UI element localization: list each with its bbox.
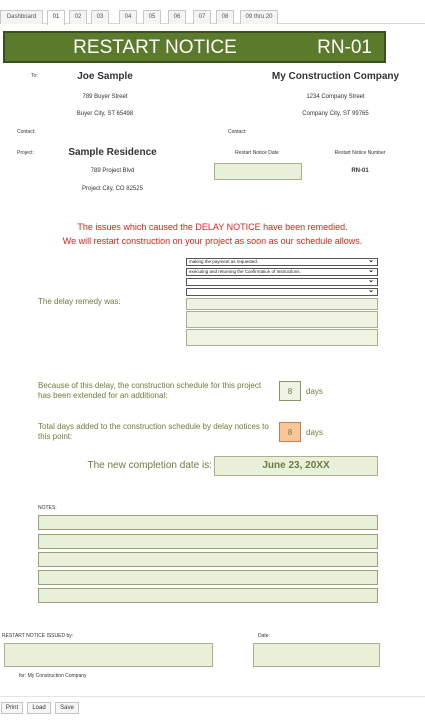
from-street: 1234 Company Street bbox=[306, 94, 365, 100]
notes-row-5[interactable] bbox=[38, 588, 378, 603]
to-city: Buyer City, ST 65498 bbox=[76, 111, 134, 117]
chevron-down-icon: ⌄ bbox=[368, 288, 374, 294]
to-label: To: bbox=[31, 73, 38, 79]
notes-row-1[interactable] bbox=[38, 515, 378, 530]
chevron-down-icon: ⌄ bbox=[368, 258, 374, 264]
restart-number-value: RN-01 bbox=[351, 168, 369, 174]
tab-02[interactable]: 02 bbox=[69, 10, 87, 24]
completion-label: The new completion date is: bbox=[87, 460, 212, 471]
issued-date-field[interactable] bbox=[253, 643, 380, 667]
total-days-field: 8 bbox=[279, 422, 301, 442]
remedy-select-4[interactable] bbox=[186, 288, 378, 296]
remedy-message-line2: We will restart construction on your project as soon as our schedule allows. bbox=[62, 236, 363, 246]
issued-for-text: for: My Construction Company bbox=[19, 673, 87, 679]
to-contact-label: Contact: bbox=[17, 129, 36, 135]
restart-date-input[interactable] bbox=[214, 163, 302, 180]
page-title: RESTART NOTICE bbox=[73, 37, 237, 58]
notes-label: NOTES: bbox=[38, 505, 57, 511]
remedy-label: The delay remedy was: bbox=[38, 297, 121, 306]
load-button[interactable]: Load bbox=[27, 702, 51, 714]
tab-07[interactable]: 07 bbox=[193, 10, 211, 24]
remedy-select-2[interactable] bbox=[186, 268, 378, 276]
save-button[interactable]: Save bbox=[55, 702, 79, 714]
notes-row-3[interactable] bbox=[38, 552, 378, 567]
tab-04[interactable]: 04 bbox=[119, 10, 137, 24]
issued-by-label: RESTART NOTICE ISSUED by: bbox=[2, 633, 74, 639]
issued-by-field[interactable] bbox=[4, 643, 213, 667]
notice-code: RN-01 bbox=[317, 37, 372, 58]
footer-divider bbox=[0, 696, 425, 697]
remedy-message-line1: The issues which caused the DELAY NOTICE have been remedied. bbox=[77, 222, 348, 232]
project-city: Project City, CO 82525 bbox=[82, 186, 143, 192]
completion-date-value: June 23, 20XX bbox=[262, 460, 330, 471]
from-city: Company City, ST 99765 bbox=[302, 111, 369, 117]
from-contact-label: Contact: bbox=[228, 129, 247, 135]
extended-days-field[interactable]: 8 bbox=[279, 381, 301, 401]
completion-date-field bbox=[214, 456, 378, 476]
remedy-select-1[interactable] bbox=[186, 258, 378, 266]
tab-05[interactable]: 05 bbox=[143, 10, 161, 24]
notes-row-2[interactable] bbox=[38, 534, 378, 549]
header-banner bbox=[3, 31, 386, 63]
remedy-select-2-value: executing and returning the Confirmation of Instructions. bbox=[189, 269, 301, 274]
project-name: Sample Residence bbox=[68, 147, 157, 158]
issued-date-label: Date: bbox=[258, 633, 270, 639]
remedy-field-6[interactable] bbox=[186, 311, 378, 328]
project-label: Project: bbox=[17, 150, 34, 156]
total-text: Total days added to the construction schedule by delay notices to this point: bbox=[38, 422, 269, 441]
print-button[interactable]: Print bbox=[1, 702, 23, 714]
restart-date-label: Restart Notice Date bbox=[235, 150, 279, 156]
to-name: Joe Sample bbox=[77, 71, 133, 82]
tab-03[interactable]: 03 bbox=[91, 10, 109, 24]
tab-dashboard[interactable]: Dashboard bbox=[0, 10, 43, 24]
tab-08[interactable]: 08 bbox=[216, 10, 234, 24]
remedy-field-5[interactable] bbox=[186, 298, 378, 310]
notes-row-4[interactable] bbox=[38, 570, 378, 585]
restart-number-label: Restart Notice Number bbox=[334, 150, 386, 156]
total-days-unit: days bbox=[306, 428, 323, 437]
tab-strip bbox=[0, 10, 425, 24]
tab-06[interactable]: 06 bbox=[168, 10, 186, 24]
tab-09-thru-20[interactable]: 09 thru 20 bbox=[240, 10, 278, 24]
to-street: 789 Buyer Street bbox=[82, 94, 128, 100]
extended-text: Because of this delay, the construction schedule for this project has been extended for an additional: bbox=[38, 381, 262, 400]
remedy-select-3[interactable] bbox=[186, 278, 378, 286]
remedy-select-1-value: making the payment as requested. bbox=[189, 259, 259, 264]
tab-01[interactable]: 01 bbox=[47, 10, 65, 25]
extended-days-unit: days bbox=[306, 387, 323, 396]
project-street: 789 Project Blvd bbox=[90, 168, 135, 174]
chevron-down-icon: ⌄ bbox=[368, 268, 374, 274]
from-company: My Construction Company bbox=[271, 71, 400, 82]
chevron-down-icon: ⌄ bbox=[368, 278, 374, 284]
remedy-field-7[interactable] bbox=[186, 329, 378, 346]
